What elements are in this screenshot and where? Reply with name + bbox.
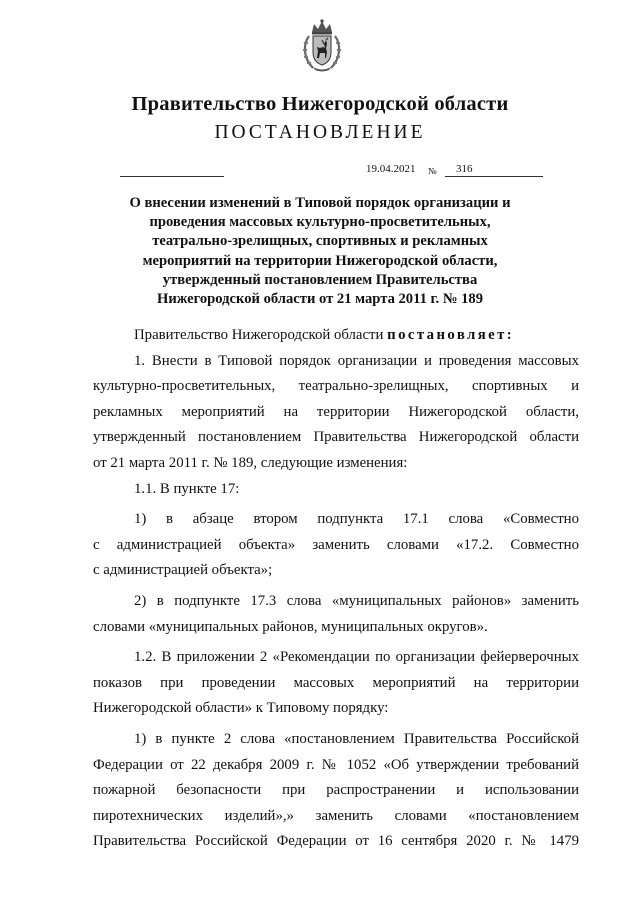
document-date: 19.04.2021 (366, 163, 416, 175)
organization-name: Правительство Нижегородской области (131, 93, 509, 115)
document-number: 316 (456, 163, 473, 175)
paragraph-line: рекламных мероприятий на территории Нижегородской области, (93, 403, 579, 420)
paragraph-line: Правительства Российской Федерации от 16 сентября 2020 г. № 1479 (93, 833, 579, 850)
title-line: Нижегородской области от 21 марта 2011 г. № 189 (156, 291, 484, 308)
paragraph-line: словами «муниципальных районов, муниципальных округов». (93, 618, 488, 635)
paragraph-line: Федерации от 22 декабря 2009 г. № 1052 «Об утверждении требований (93, 756, 579, 773)
paragraph-line: от 21 марта 2011 г. № 189, следующие изменения: (93, 454, 408, 471)
number-underline (445, 176, 543, 177)
paragraph-line: 1) в абзаце втором подпункта 17.1 слова «Совместно (134, 511, 579, 528)
paragraph-line: пиротехнических изделий»,» заменить словами «постановлением (93, 807, 579, 824)
title-line: О внесении изменений в Типовой порядок организации и (129, 195, 511, 211)
paragraph-line: с администрацией объекта»; (93, 562, 273, 579)
item-1-2-paragraph (93, 645, 579, 722)
title-line: утвержденный постановлением Правительства (162, 271, 478, 288)
document-body (93, 323, 579, 855)
paragraph-line: 1.2. В приложении 2 «Рекомендации по организации фейерверочных (134, 649, 579, 666)
intro-text: Правительство Нижегородской области (134, 327, 384, 343)
document-title (110, 194, 530, 309)
item-1-1-heading: 1.1. В пункте 17: (134, 480, 240, 497)
resolves-word: постановляет: (387, 327, 515, 343)
paragraph-line: пожарной безопасности при распространении и использовании (93, 782, 579, 799)
item-1-paragraph (93, 349, 579, 477)
title-line: театрально-зрелищных, спортивных и рекламных (152, 233, 488, 250)
item-1-1-2-paragraph (93, 589, 579, 640)
paragraph-line: Нижегородской области» к Типовому порядку: (93, 700, 389, 717)
item-1-1-1-paragraph (93, 507, 579, 584)
paragraph-line: 1. Внести в Типовой порядок организации и проведения массовых (134, 352, 579, 369)
paragraph-line: с администрацией объекта» заменить словами «17.2. Совместно (93, 536, 579, 553)
paragraph-line: 1) в пункте 2 слова «постановлением Правительства Российской (134, 730, 579, 747)
paragraph-line: показов при проведении массовых мероприятий на территории (93, 674, 579, 691)
title-line: мероприятий на территории Нижегородской области, (142, 252, 498, 269)
paragraph-line: культурно-просветительных, театрально-зрелищных, спортивных и (93, 378, 579, 395)
document-type: ПОСТАНОВЛЕНИЕ (214, 122, 426, 143)
intro-paragraph (93, 323, 579, 349)
paragraph-line: 2) в подпункте 17.3 слова «муниципальных районов» заменить (134, 592, 579, 609)
coat-of-arms-icon (301, 18, 343, 72)
paragraph-line: утвержденный постановлением Правительства Нижегородской области (93, 429, 579, 446)
title-line: проведения массовых культурно-просветительных, (149, 214, 491, 231)
number-label: № (428, 166, 437, 176)
item-1-2-1-paragraph (93, 727, 579, 855)
date-underline (120, 176, 224, 177)
